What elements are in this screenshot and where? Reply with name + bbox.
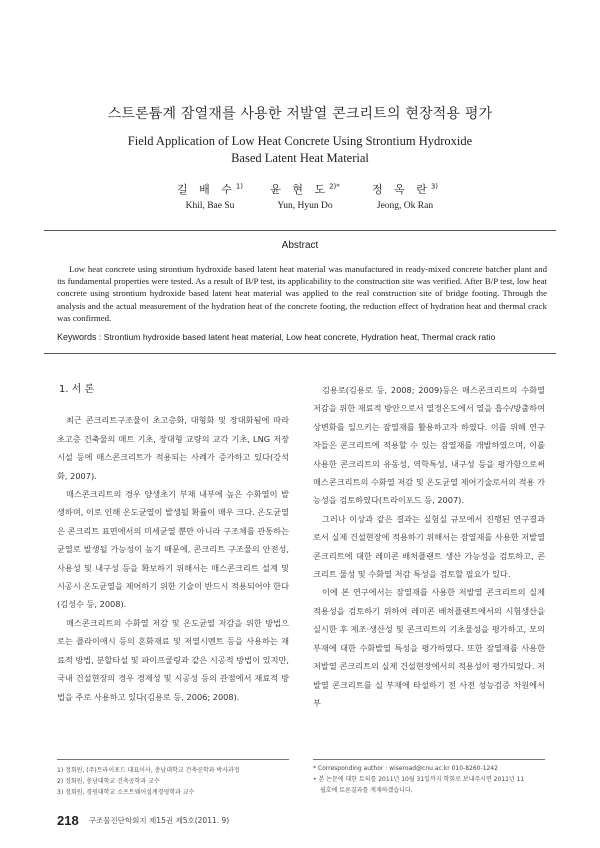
- paragraph: 이에 본 연구에서는 잠열재를 사용한 저발열 콘크리트의 실제 적용성을 검토하기 위하여 레미콘 배처플랜트에서의 시험생산을 실시한 후 제조·생산성 및 콘크리트의 기초물성을 평가하고, 모의부재에 대한 수화발열 특성을 평가하였다. 또한 잠열재를 사용한 저발열 콘크리트의 실제 건설현장에서의 적용성이 평가되었다. 저발열 콘크리트를 실 부재에 타설하기 전 사전 성능검증 차원에서 부: [313, 587, 545, 708]
- title-english-line1: Field Application of Low Heat Concrete Using Strontium Hydroxide: [127, 134, 473, 148]
- page-number: 218: [57, 813, 79, 828]
- keywords-line: [57, 332, 557, 342]
- abstract-heading: Abstract: [281, 240, 319, 251]
- corresponding-author: * Corresponding author : wiseroad@cnu.ac.kr 010-8260-1242: [313, 765, 498, 772]
- author-3: [355, 181, 455, 211]
- paragraph: 김용로(김용로 등, 2008; 2009)등은 매스콘크리트의 수화열 저감을 위한 재료적 방안으로서 열정온도에서 열을 흡수/방출하여 상변화를 일으키는 잠열재를 활용하고자 하였다. 이를 위해 연구자들은 콘크리트에 적용할 수 있는 잠열재를 개발하였으며, 이를 사용한 콘크리트의 유동성, 역학특성, 내구성 등을 평가함으로써 매스콘크리트의 수화열 저감 및 온도균열 제어기술로서의 적용 가능성을 검토하였다(트라이포드 등, 2007).: [313, 385, 545, 506]
- discussion-note: • 본 논문에 대한 토의를 2011년 10월 31일까지 학회로 보내주시면 2011년 11: [313, 776, 525, 783]
- title-english-line2: Based Latent Heat Material: [231, 151, 369, 165]
- author-1: [160, 181, 260, 211]
- paragraph: 매스콘크리트의 경우 양생초기 부재 내부에 높은 수화열이 발생하며, 이로 인해 온도균열이 발생될 확률이 매우 크다. 온도균열은 콘크리트 표면에서의 미세균열 뿐만 아니라 구조체를 관통하는 균열로 발생될 가능성이 높기 때문에, 콘크리트 구조물의 안전성, 사용성 및 내구성 등을 확보하기 위해서는 매스콘크리트 설계 및 시공시 온도균열을 제어하기 위한 기술이 반드시 적용되어야 한다(김성수 등, 2008).: [57, 489, 289, 610]
- author-3-english: Jeong, Ok Ran: [376, 201, 434, 211]
- author-3-korean: 정 옥 란$^{3)}$: [371, 182, 439, 196]
- footnote: 3) 정회원, 경원대학교 소프트웨어설계경영학과 교수: [57, 789, 195, 796]
- abstract-top-rule: [44, 230, 556, 231]
- abstract-text: Low heat concrete using strontium hydroxide based latent heat material was manufactured in ready-mixed concrete batcher plant and its fundamental properties were tested. As a result of B/P test, its applicability to the construction site was verified. After B/P test, low heat concrete using strontium hydroxide based latent heat material was applied to the real construction site of bridge footing. Through the analysis and the actual measurement of the hydration heat of the concrete footing, the reduction effect of hydration heat and thermal crack was confirmed.: [57, 264, 547, 323]
- page-footer: [57, 812, 457, 830]
- footnote-rule-left: [57, 759, 289, 760]
- discussion-note-cont: 월호에 토론결과를 게재하겠습니다.: [320, 787, 413, 794]
- footnote: 1) 정회원, (주)트라이포드 대표이사, 충남대학교 건축공학과 박사과정: [57, 767, 240, 774]
- title-english: [0, 133, 600, 167]
- footnote-rule-right: [313, 759, 545, 760]
- author-2-korean: 윤 현 도$^{2)*}$: [270, 182, 340, 196]
- footnote: 2) 정회원, 충남대학교 건축공학과 교수: [57, 778, 160, 785]
- title-korean: 스트론튬계 잠열재를 사용한 저발열 콘크리트의 현장적용 평가: [107, 106, 493, 122]
- paragraph: 그러나 이상과 같은 결과는 실험실 규모에서 진행된 연구결과로서 실제 건설현장에 적용하기 위해서는 잠열재를 사용한 저발열 콘크리트에 대한 레미콘 배처플랜트 생산 가능성을 검토하고, 콘크리트 물성 및 수화열 저감 특성을 검토할 필요가 있다.: [313, 513, 545, 580]
- paragraph: 매스콘크리트의 수화열 저감 및 온도균열 저감을 위한 방법으로는 플라이애시 등의 혼화재료 및 저열시멘트 등을 사용하는 재료적 방법, 분할타설 및 파이프쿨링과 같은 시공적 방법이 있지만, 국내 건설현장의 경우 경제성 및 시공성 등의 관점에서 재료적 방법을 주로 사용하고 있다(김용로 등, 2006; 2008).: [57, 617, 289, 702]
- abstract-bottom-rule: [44, 353, 556, 354]
- body-column-right: [313, 381, 545, 712]
- author-2: [255, 181, 355, 211]
- author-list: [160, 181, 450, 221]
- keywords-label: Keywords: [57, 332, 97, 342]
- author-1-korean: 길 배 수$^{1)}$: [176, 182, 244, 196]
- section-heading: 1. 서 론: [59, 384, 95, 395]
- journal-citation: 구조물진단학회지 제15권 제5호(2011. 9): [88, 816, 230, 825]
- abstract-body: [57, 263, 547, 324]
- author-affiliation-footnotes: [57, 765, 289, 798]
- author-1-english: Khil, Bae Su: [185, 201, 235, 211]
- keywords-text: : Strontium hydroxide based latent heat material, Low heat concrete, Hydration heat, Thermal crack ratio: [98, 332, 496, 342]
- paragraph: 최근 콘크리트구조물이 초고층화, 대형화 및 장대화됨에 따라 초고층 건축물의 매트 기초, 장대형 교량의 교각 기초, LNG 저장시설 등에 매스콘크리트가 적용되는 사례가 증가하고 있다(강석화, 2007).: [57, 415, 289, 481]
- author-2-english: Yun, Hyun Do: [277, 201, 333, 211]
- body-column-left: [57, 381, 289, 706]
- correspondence-footnotes: [313, 763, 553, 796]
